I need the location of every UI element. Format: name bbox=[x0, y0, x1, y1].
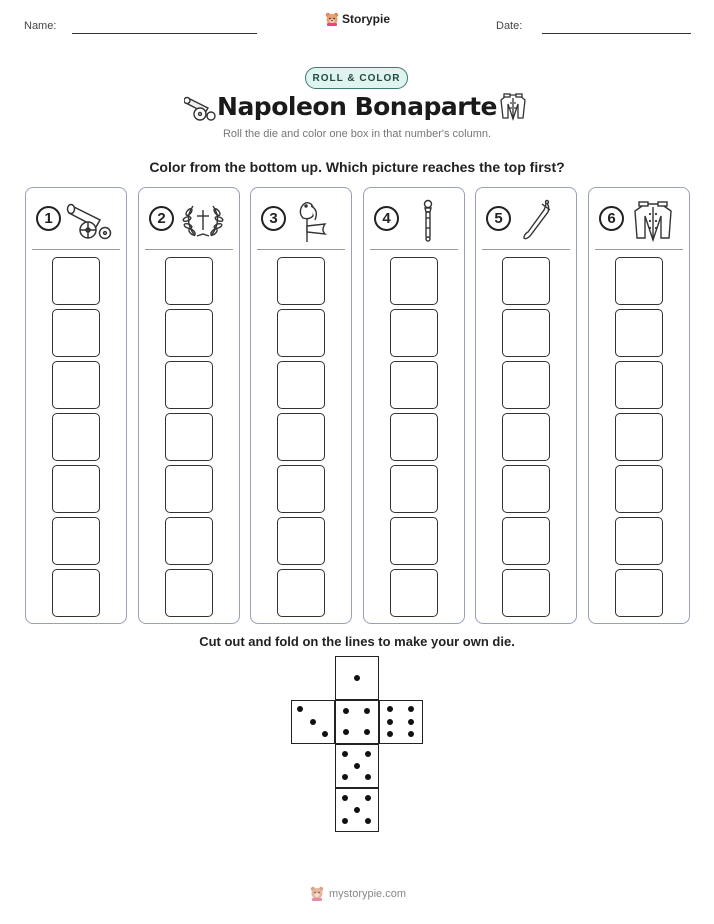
color-box[interactable] bbox=[502, 465, 550, 513]
color-box[interactable] bbox=[502, 309, 550, 357]
footer bbox=[310, 886, 406, 902]
color-box[interactable] bbox=[52, 517, 100, 565]
color-box[interactable] bbox=[165, 413, 213, 461]
color-box[interactable] bbox=[390, 517, 438, 565]
color-box[interactable] bbox=[165, 309, 213, 357]
die-pip bbox=[408, 719, 414, 725]
page-title: Napoleon Bonaparte bbox=[217, 92, 497, 121]
column-divider bbox=[257, 249, 345, 250]
column-divider bbox=[145, 249, 233, 250]
die-face-1 bbox=[335, 656, 379, 700]
scepter-icon bbox=[404, 198, 452, 242]
color-box[interactable] bbox=[615, 361, 663, 409]
color-box[interactable] bbox=[502, 257, 550, 305]
color-box[interactable] bbox=[390, 413, 438, 461]
color-box[interactable] bbox=[277, 361, 325, 409]
storypie-logo bbox=[325, 12, 390, 26]
color-box[interactable] bbox=[165, 517, 213, 565]
die-pip bbox=[365, 818, 371, 824]
saber-icon bbox=[516, 198, 564, 242]
color-box[interactable] bbox=[615, 413, 663, 461]
color-box[interactable] bbox=[165, 361, 213, 409]
die-face-3 bbox=[291, 700, 335, 744]
color-box[interactable] bbox=[390, 257, 438, 305]
color-box[interactable] bbox=[615, 569, 663, 617]
die-pip bbox=[365, 795, 371, 801]
column-divider bbox=[32, 249, 120, 250]
die-pip bbox=[354, 763, 360, 769]
color-box[interactable] bbox=[165, 569, 213, 617]
die-pip bbox=[343, 708, 349, 714]
color-box[interactable] bbox=[277, 309, 325, 357]
die-pip bbox=[354, 675, 360, 681]
date-label: Date: bbox=[496, 20, 523, 32]
color-box[interactable] bbox=[615, 309, 663, 357]
color-box[interactable] bbox=[277, 517, 325, 565]
color-box[interactable] bbox=[52, 257, 100, 305]
bear-icon bbox=[325, 12, 339, 26]
column-number: 5 bbox=[486, 206, 511, 231]
color-box[interactable] bbox=[615, 257, 663, 305]
cut-instruction: Cut out and fold on the lines to make your own die. bbox=[199, 634, 515, 649]
color-box[interactable] bbox=[615, 517, 663, 565]
column-2 bbox=[138, 187, 240, 624]
color-box[interactable] bbox=[615, 465, 663, 513]
column-number: 3 bbox=[261, 206, 286, 231]
die-pip bbox=[364, 729, 370, 735]
die-face-5 bbox=[335, 788, 379, 832]
die-pip bbox=[342, 795, 348, 801]
die-pip bbox=[342, 751, 348, 757]
die-pip bbox=[310, 719, 316, 725]
color-box[interactable] bbox=[502, 361, 550, 409]
cannon-icon bbox=[66, 198, 114, 242]
uniform-jacket-icon bbox=[629, 198, 677, 242]
color-box[interactable] bbox=[277, 257, 325, 305]
color-box[interactable] bbox=[165, 257, 213, 305]
eagle-standard-icon bbox=[291, 198, 339, 242]
column-number: 6 bbox=[599, 206, 624, 231]
die-pip bbox=[364, 708, 370, 714]
column-6 bbox=[588, 187, 690, 624]
color-box[interactable] bbox=[52, 361, 100, 409]
die-pip bbox=[342, 774, 348, 780]
color-box[interactable] bbox=[52, 569, 100, 617]
die-pip bbox=[342, 818, 348, 824]
color-box[interactable] bbox=[502, 517, 550, 565]
column-divider bbox=[370, 249, 458, 250]
die-pip bbox=[343, 729, 349, 735]
name-label: Name: bbox=[24, 20, 57, 32]
column-number: 1 bbox=[36, 206, 61, 231]
bear-icon bbox=[310, 886, 324, 902]
die-pip bbox=[387, 731, 393, 737]
date-line[interactable] bbox=[542, 33, 691, 34]
laurel-wreath-icon bbox=[179, 198, 227, 242]
column-3 bbox=[250, 187, 352, 624]
column-5 bbox=[475, 187, 577, 624]
footer-url: mystorypie.com bbox=[329, 888, 407, 900]
column-divider bbox=[595, 249, 683, 250]
uniform-jacket-icon bbox=[498, 92, 528, 122]
column-number: 2 bbox=[149, 206, 174, 231]
color-box[interactable] bbox=[390, 361, 438, 409]
color-box[interactable] bbox=[277, 465, 325, 513]
color-box[interactable] bbox=[390, 309, 438, 357]
die-pip bbox=[365, 774, 371, 780]
die-face-6 bbox=[379, 700, 423, 744]
color-box[interactable] bbox=[502, 569, 550, 617]
subtitle: Roll the die and color one box in that number's column. bbox=[222, 128, 492, 140]
color-box[interactable] bbox=[52, 413, 100, 461]
color-box[interactable] bbox=[390, 569, 438, 617]
color-box[interactable] bbox=[277, 569, 325, 617]
column-number: 4 bbox=[374, 206, 399, 231]
die-face-5 bbox=[335, 744, 379, 788]
die-pip bbox=[387, 719, 393, 725]
name-line[interactable] bbox=[72, 33, 257, 34]
column-divider bbox=[482, 249, 570, 250]
die-face-4 bbox=[335, 700, 379, 744]
color-box[interactable] bbox=[52, 309, 100, 357]
die-pip bbox=[322, 731, 328, 737]
die-pip bbox=[297, 706, 303, 712]
die-pip bbox=[408, 706, 414, 712]
color-box[interactable] bbox=[502, 413, 550, 461]
die-pip bbox=[365, 751, 371, 757]
column-1 bbox=[25, 187, 127, 624]
brand-name: Storypie bbox=[342, 12, 391, 26]
color-box[interactable] bbox=[390, 465, 438, 513]
color-box[interactable] bbox=[277, 413, 325, 461]
die-pip bbox=[408, 731, 414, 737]
instruction-text: Color from the bottom up. Which picture reaches the top first? bbox=[149, 159, 565, 175]
roll-color-badge: ROLL & COLOR bbox=[305, 67, 408, 89]
die-pip bbox=[387, 706, 393, 712]
color-box[interactable] bbox=[165, 465, 213, 513]
column-4 bbox=[363, 187, 465, 624]
die-pip bbox=[354, 807, 360, 813]
color-box[interactable] bbox=[52, 465, 100, 513]
